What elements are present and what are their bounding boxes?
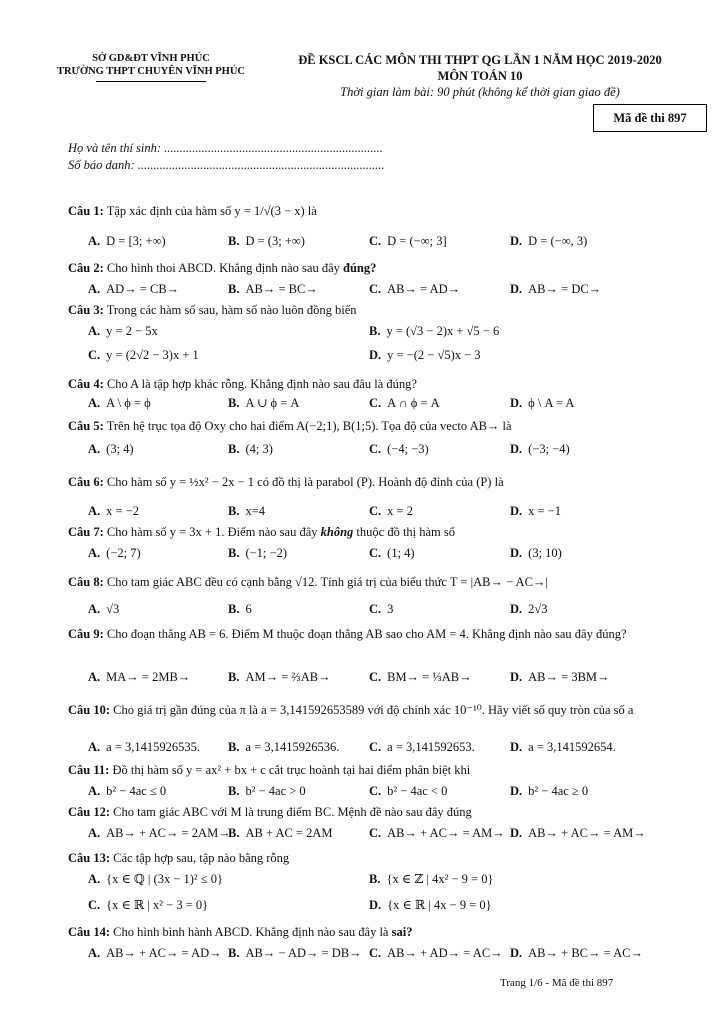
question-number: Câu 14:	[68, 925, 111, 939]
question-text: Cho hàm số y = 3x + 1. Điểm nào sau đây	[106, 525, 318, 539]
question-13	[68, 850, 708, 867]
option-c: C. AB→ = AD→	[369, 282, 461, 296]
question-12	[68, 804, 708, 821]
school-header	[36, 52, 266, 82]
question-text: Cho hình bình hành ABCD. Khẳng định nào sau đây là	[113, 925, 389, 939]
question-text: Cho tam giác ABC với M là trung điểm BC. Mệnh đề nào sau đây đúng	[113, 805, 472, 819]
option-d: D. AB→ = 3BM→	[510, 670, 610, 684]
options-4	[88, 394, 708, 413]
exam-subject: MÔN TOÁN 10	[437, 69, 523, 83]
option-a: A. AB→ + AC→ = 2AM→	[88, 826, 231, 840]
option-a: A. √3	[88, 602, 120, 616]
option-d: D. 2√3	[510, 602, 548, 616]
question-number: Câu 1:	[68, 204, 104, 218]
question-number: Câu 10:	[68, 703, 111, 717]
option-b: B. AM→ = ⅔AB→	[228, 670, 331, 684]
options-11	[88, 782, 708, 801]
question-text: Cho giá trị gần đúng của π là a = 3,141592653589 với độ chính xác 10⁻¹⁰. Hãy viết số quy tròn của số a	[113, 703, 634, 717]
question-11	[68, 762, 708, 779]
question-2	[68, 260, 708, 277]
student-name-line: Họ và tên thí sinh: ......................................................................	[68, 141, 383, 155]
option-d: D. (−3; −4)	[510, 442, 570, 456]
option-d: D. ϕ \ A = A	[510, 396, 575, 410]
options-6	[88, 502, 708, 521]
option-b: B. AB→ − AD→ = DB→	[228, 946, 362, 960]
question-number: Câu 3:	[68, 303, 104, 317]
options-13-row1	[88, 870, 708, 889]
option-d: D. AB→ = DC→	[510, 282, 602, 296]
question-text: Cho tam giác ABC đều có cạnh bằng √12. Tính giá trị của biểu thức T = |AB→ − AC→|	[106, 575, 548, 589]
question-number: Câu 7:	[68, 525, 104, 539]
exam-code-box: Mã đề thi 897	[593, 104, 707, 132]
question-text-tail: thuộc đồ thị hàm số	[356, 525, 456, 539]
option-a: A. MA→ = 2MB→	[88, 670, 191, 684]
option-b: B. AB→ = BC→	[228, 282, 318, 296]
question-emphasis: sai?	[391, 925, 413, 939]
option-d: D. AB→ + BC→ = AC→	[510, 946, 643, 960]
option-a: A. a = 3,1415926535.	[88, 740, 201, 754]
question-text: Trên hệ trục tọa độ Oxy cho hai điểm A(−2;1), B(1;5). Tọa độ của vecto AB→ là	[106, 419, 512, 433]
option-b: B. AB + AC = 2AM	[228, 826, 333, 840]
question-number: Câu 6:	[68, 475, 104, 489]
options-7	[88, 544, 708, 563]
question-7	[68, 524, 708, 541]
question-text: Cho đoạn thẳng AB = 6. Điểm M thuộc đoạn thẳng AB sao cho AM = 4. Khẳng định nào sau đây đúng?	[106, 627, 627, 641]
option-b: B. {x ∈ ℤ | 4x² − 9 = 0}	[369, 872, 494, 886]
option-c: C. b² − 4ac < 0	[369, 784, 448, 798]
option-b: B. x=4	[228, 504, 266, 518]
option-a: A. A \ ϕ = ϕ	[88, 396, 151, 410]
question-text: Đồ thị hàm số y = ax² + bx + c cắt trục hoành tại hai điểm phân biệt khi	[112, 763, 471, 777]
question-number: Câu 11:	[68, 763, 110, 777]
option-d: D. b² − 4ac ≥ 0	[510, 784, 589, 798]
option-b: B. a = 3,1415926536.	[228, 740, 340, 754]
question-number: Câu 8:	[68, 575, 104, 589]
option-a: A. (−2; 7)	[88, 546, 141, 560]
question-number: Câu 5:	[68, 419, 104, 433]
option-c: C. (1; 4)	[369, 546, 415, 560]
question-text: Tập xác định của hàm số y = 1/√(3 − x) là	[106, 204, 317, 218]
question-5	[68, 418, 708, 435]
option-b: B. b² − 4ac > 0	[228, 784, 306, 798]
department-name: SỞ GD&ĐT VĨNH PHÚC	[92, 53, 210, 64]
option-c: C. A ∩ ϕ = A	[369, 396, 440, 410]
question-number: Câu 13:	[68, 851, 111, 865]
exam-header	[270, 52, 690, 100]
page-footer: Trang 1/6 - Mã đề thi 897	[500, 977, 614, 989]
question-number: Câu 2:	[68, 261, 104, 275]
question-14	[68, 924, 708, 941]
header-underline	[96, 81, 206, 82]
question-8	[68, 574, 708, 591]
option-a: A. AB→ + AC→ = AD→	[88, 946, 222, 960]
options-2	[88, 280, 708, 299]
options-10	[88, 738, 708, 757]
option-c: C. {x ∈ ℝ | x² − 3 = 0}	[88, 898, 209, 912]
question-text: Cho hình thoi ABCD. Khẳng định nào sau đây	[106, 261, 340, 275]
option-a: A. x = −2	[88, 504, 140, 518]
exam-title: ĐỀ KSCL CÁC MÔN THI THPT QG LẦN 1 NĂM HỌC 2019-2020	[298, 53, 662, 67]
option-b: B. D = (3; +∞)	[228, 234, 305, 248]
options-3-row2	[88, 346, 708, 365]
option-d: D. D = (−∞, 3)	[510, 234, 588, 248]
option-b: B. (−1; −2)	[228, 546, 287, 560]
question-6	[68, 474, 708, 491]
question-number: Câu 4:	[68, 377, 104, 391]
options-1	[88, 232, 708, 251]
question-emphasis: không	[320, 525, 354, 539]
options-9	[88, 668, 708, 687]
option-b: B. 6	[228, 602, 252, 616]
option-a: A. D = [3; +∞)	[88, 234, 166, 248]
option-c: C. y = (2√2 − 3)x + 1	[88, 348, 199, 362]
option-a: A. y = 2 − 5x	[88, 324, 158, 338]
option-a: A. AD→ = CB→	[88, 282, 180, 296]
options-8	[88, 600, 708, 619]
option-d: D. (3; 10)	[510, 546, 562, 560]
question-number: Câu 9:	[68, 627, 104, 641]
option-d: D. a = 3,141592654.	[510, 740, 616, 754]
option-d: D. {x ∈ ℝ | 4x − 9 = 0}	[369, 898, 492, 912]
option-b: B. y = (√3 − 2)x + √5 − 6	[369, 324, 500, 338]
option-a: A. b² − 4ac ≤ 0	[88, 784, 167, 798]
question-9	[68, 626, 708, 643]
option-b: B. A ∪ ϕ = A	[228, 396, 300, 410]
options-12	[88, 824, 708, 843]
question-3	[68, 302, 708, 319]
option-c: C. BM→ = ⅓AB→	[369, 670, 472, 684]
question-text: Cho hàm số y = ½x² − 2x − 1 có đồ thị là parabol (P). Hoành độ đỉnh của (P) là	[106, 475, 504, 489]
question-text: Các tập hợp sau, tập nào bằng rỗng	[113, 851, 290, 865]
option-c: C. (−4; −3)	[369, 442, 429, 456]
option-c: C. AB→ + AD→ = AC→	[369, 946, 503, 960]
options-13-row2	[88, 896, 708, 915]
option-c: C. a = 3,141592653.	[369, 740, 475, 754]
student-info	[68, 140, 385, 174]
question-emphasis: đúng?	[343, 261, 377, 275]
option-a: A. {x ∈ ℚ | (3x − 1)² ≤ 0}	[88, 872, 224, 886]
question-text: Trong các hàm số sau, hàm số nào luôn đồng biến	[106, 303, 357, 317]
options-3-row1	[88, 322, 708, 341]
options-14	[88, 944, 708, 963]
options-5	[88, 440, 708, 459]
option-b: B. (4; 3)	[228, 442, 273, 456]
school-name: TRƯỜNG THPT CHUYÊN VĨNH PHÚC	[56, 66, 246, 77]
option-c: C. 3	[369, 602, 394, 616]
question-4	[68, 376, 708, 393]
option-d: D. AB→ + AC→ = AM→	[510, 826, 646, 840]
option-d: D. x = −1	[510, 504, 562, 518]
option-c: C. x = 2	[369, 504, 413, 518]
option-d: D. y = −(2 − √5)x − 3	[369, 348, 481, 362]
question-10	[68, 702, 708, 719]
option-a: A. (3; 4)	[88, 442, 134, 456]
question-1	[68, 203, 708, 220]
question-text: Cho A là tập hợp khác rỗng. Khẳng định nào sau đâu là đúng?	[106, 377, 417, 391]
student-id-line: Số báo danh: ...............................................................................	[68, 158, 385, 172]
exam-duration: Thời gian làm bài: 90 phút (không kể thời gian giao đề)	[340, 85, 620, 99]
question-number: Câu 12:	[68, 805, 111, 819]
option-c: C. D = (−∞; 3]	[369, 234, 447, 248]
option-c: C. AB→ + AC→ = AM→	[369, 826, 505, 840]
